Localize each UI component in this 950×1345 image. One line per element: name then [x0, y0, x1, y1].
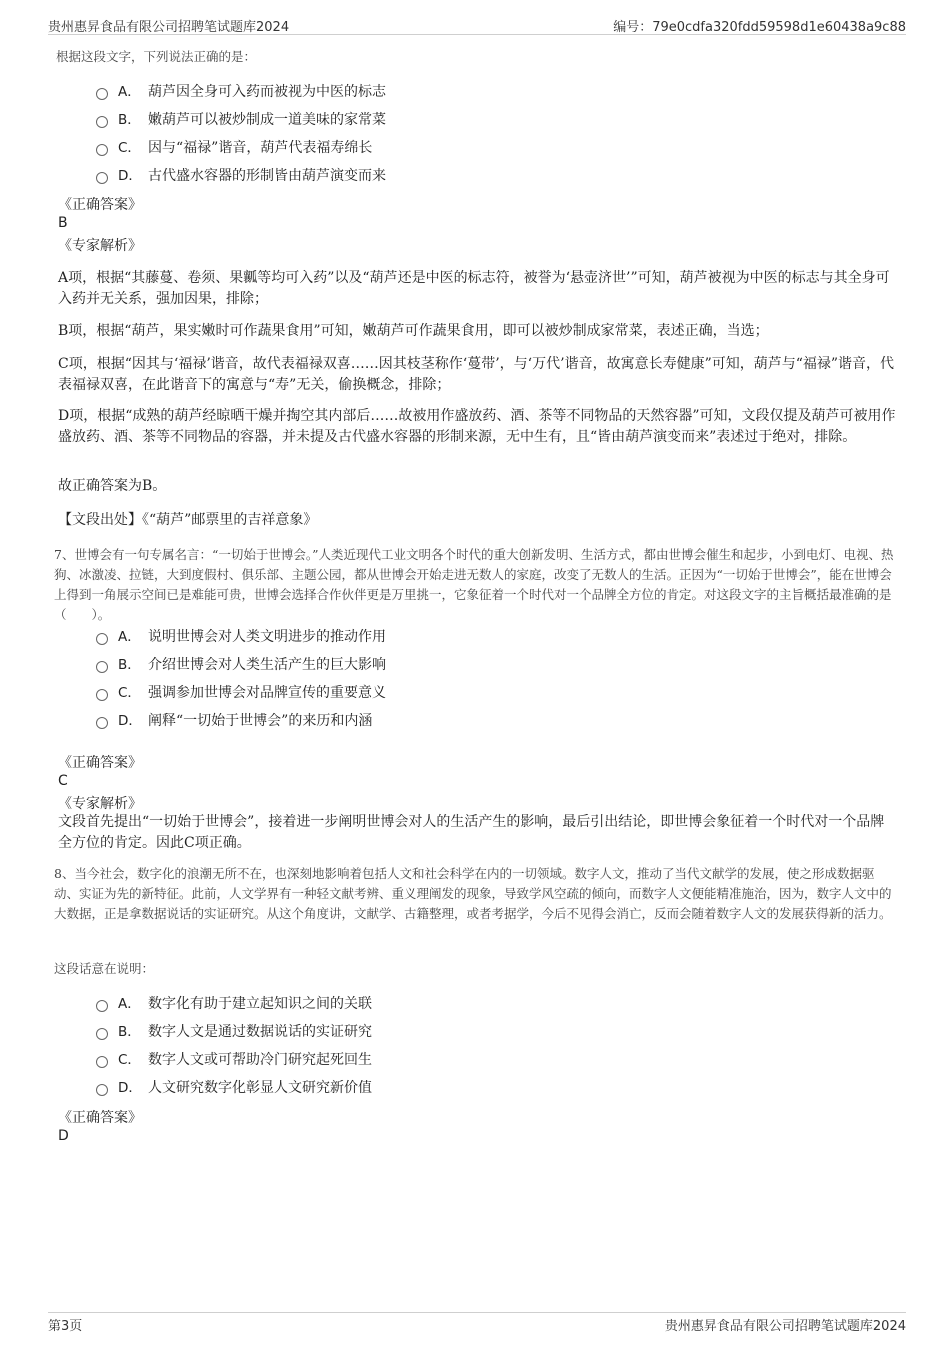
- radio-button-icon[interactable]: [96, 717, 108, 729]
- radio-button-icon[interactable]: [96, 689, 108, 701]
- q7-option-c[interactable]: C． 强调参加世博会对品牌宣传的重要意义: [96, 682, 386, 704]
- header-doc-id: 编号：79e0cdfa320fdd59598d1e60438a9c88: [613, 20, 906, 35]
- q6-analysis-a: A项，根据“其藤蔓、卷须、果瓤等均可入药”以及“葫芦还是中医的标志符，被誉为‘悬壶济世’”可知，葫芦被视为中医的标志与其全身可入药并无关系，强加因果，排除；: [58, 270, 890, 307]
- radio-button-icon[interactable]: [96, 1000, 108, 1012]
- q7-option-d[interactable]: D． 阐释“一切始于世博会”的来历和内涵: [96, 710, 372, 732]
- q6-answer-label: 《正确答案》: [58, 197, 142, 213]
- q6-option-c[interactable]: C． 因与“福禄”谐音，葫芦代表福寿绵长: [96, 137, 372, 159]
- q6-source: 【文段出处】《“葫芦”邮票里的吉祥意象》: [58, 512, 318, 528]
- q6-analysis-label: 《专家解析》: [58, 238, 142, 254]
- q6-answer: B: [58, 215, 68, 231]
- q8-stem: 8、当今社会，数字化的浪潮无所不在，也深刻地影响着包括人文和社会科学在内的一切领域。数字人文，推动了当代文献学的发展，使之形成数据驱动、实证为先的新特征。此前，人文学界有一种轻文献考辨、重义理阐发的现象，导致学风空疏的倾向，而数字人文便能精准施治，因为，数字人文中的大数据，正是拿数据说话的实证研究。从这个角度讲，文献学、古籍整理，或者考据学，今后不见得会消亡，反而会随着数字人文的发展获得新的活力。: [54, 866, 892, 921]
- q7-option-b[interactable]: B． 介绍世博会对人类生活产生的巨大影响: [96, 654, 386, 676]
- q6-analysis-b: B项，根据“葫芦，果实嫩时可作蔬果食用”可知，嫩葫芦可作蔬果食用，即可以被炒制成家常菜，表述正确，当选；: [58, 323, 769, 339]
- footer-title: 贵州惠昇食品有限公司招聘笔试题库2024: [664, 1319, 906, 1334]
- page-header: [48, 14, 906, 35]
- q6-analysis-c: C项，根据“因其与‘福禄’谐音，故代表福禄双喜……因其枝茎称作‘蔓带’，与‘万代’谐音，故寓意长寿健康”可知，葫芦与“福禄”谐音，代表福禄双喜，在此谐音下的寓意与“寿”无关，偷换概念，排除；: [58, 356, 895, 393]
- page-number: 第3页: [48, 1319, 83, 1334]
- q8-answer: D: [58, 1128, 69, 1144]
- q7-stem: 7、世博会有一句专属名言：“一切始于世博会。”人类近现代工业文明各个时代的重大创新发明、生活方式，都由世博会催生和起步，小到电灯、电视、热狗、冰激凌、拉链，大到度假村、俱乐部、主题公园，都从世博会开始走进无数人的家庭，改变了无数人的生活。正因为“一切始于世博会”，能在世博会上得到一角展示空间已是难能可贵，世博会选择合作伙伴更是万里挑一，它象征着一个时代对一个品牌全方位的肯定。对这段文字的主旨概括最准确的是（ ）。: [54, 547, 894, 622]
- header-title: 贵州惠昇食品有限公司招聘笔试题库2024: [48, 20, 290, 35]
- radio-button-icon[interactable]: [96, 661, 108, 673]
- radio-button-icon[interactable]: [96, 88, 108, 100]
- q8-answer-label: 《正确答案》: [58, 1110, 142, 1126]
- q6-option-b[interactable]: B． 嫩葫芦可以被炒制成一道美味的家常菜: [96, 109, 386, 131]
- radio-button-icon[interactable]: [96, 116, 108, 128]
- q7-analysis-label: 《专家解析》: [58, 796, 142, 812]
- q6-option-d[interactable]: D． 古代盛水容器的形制皆由葫芦演变而来: [96, 165, 386, 187]
- q7-answer: C: [58, 773, 68, 789]
- q6-option-a[interactable]: A． 葫芦因全身可入药而被视为中医的标志: [96, 81, 386, 103]
- q8-prompt: 这段话意在说明：: [54, 961, 155, 976]
- radio-button-icon[interactable]: [96, 1028, 108, 1040]
- q8-option-d[interactable]: D． 人文研究数字化彰显人文研究新价值: [96, 1077, 372, 1099]
- page-footer: [48, 1312, 906, 1333]
- q6-conclusion: 故正确答案为B。: [58, 478, 167, 494]
- q7-analysis: 文段首先提出“一切始于世博会”，接着进一步阐明世博会对人的生活产生的影响，最后引出结论，即世博会象征着一个时代对一个品牌全方位的肯定。因此C项正确。: [58, 814, 885, 851]
- radio-button-icon[interactable]: [96, 633, 108, 645]
- q6-analysis-d: D项，根据“成熟的葫芦经晾晒干燥并掏空其内部后……故被用作盛放药、酒、茶等不同物品的天然容器”可知，文段仅提及葫芦可被用作盛放药、酒、茶等不同物品的容器，并未提及古代盛水容器的形制来源，无中生有，且“皆由葫芦演变而来”表述过于绝对，排除。: [58, 408, 896, 445]
- radio-button-icon[interactable]: [96, 1084, 108, 1096]
- q8-option-c[interactable]: C． 数字人文或可帮助冷门研究起死回生: [96, 1049, 372, 1071]
- q7-answer-label: 《正确答案》: [58, 755, 142, 771]
- q7-option-a[interactable]: A． 说明世博会对人类文明进步的推动作用: [96, 626, 386, 648]
- q8-option-a[interactable]: A． 数字化有助于建立起知识之间的关联: [96, 993, 372, 1015]
- q6-prompt: 根据这段文字，下列说法正确的是：: [56, 49, 257, 64]
- q8-option-b[interactable]: B． 数字人文是通过数据说话的实证研究: [96, 1021, 372, 1043]
- radio-button-icon[interactable]: [96, 172, 108, 184]
- radio-button-icon[interactable]: [96, 144, 108, 156]
- radio-button-icon[interactable]: [96, 1056, 108, 1068]
